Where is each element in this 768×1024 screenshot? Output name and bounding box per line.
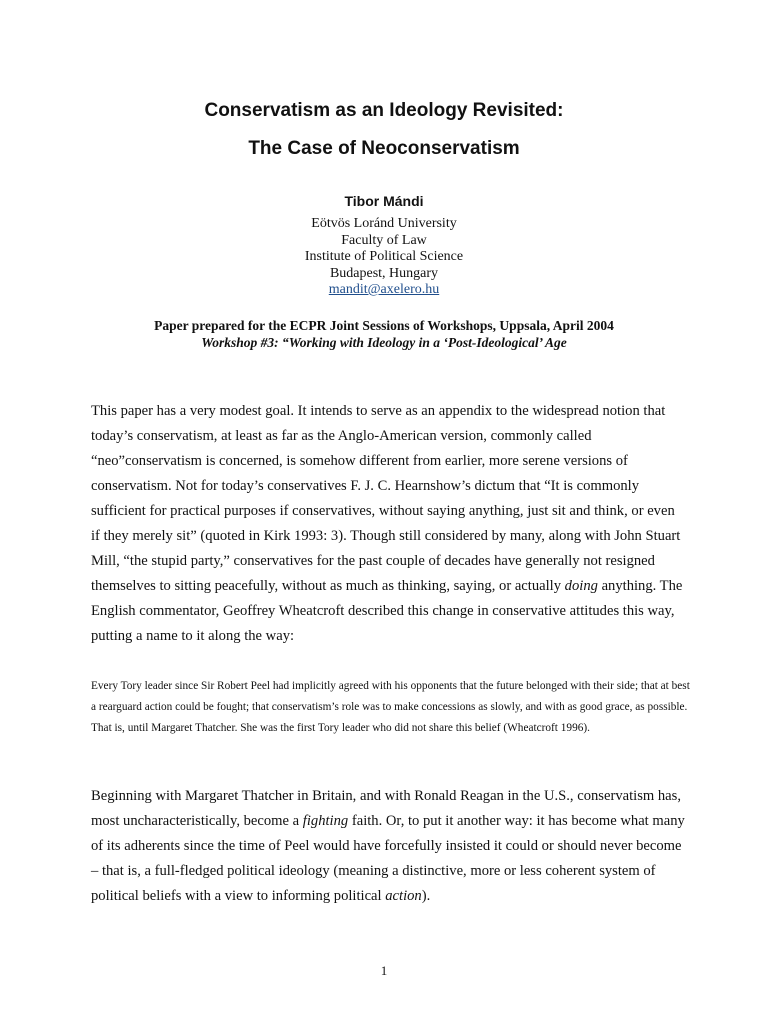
paragraph-2-text-b: faith. Or, to put it another way: it has become what many of its adherents since the time of Peel would have forcefully insisted it could or should never become – that is, a full-fledged political ideology (meaning a distinctive, more or less coherent system of political beliefs with a view to informing political (91, 813, 685, 904)
paragraph-2-text-c: ). (421, 888, 431, 904)
affiliation-institute: Institute of Political Science (304, 249, 464, 264)
block-quote: Every Tory leader since Sir Robert Peel had implicitly agreed with his opponents that the future belonged with their side; that at best a rearguard action could be fought; that conservatism’s role was to make concessions as slowly, and with as good grace, as possible. That is, until Margaret Thatcher. She was the first Tory leader who did not share this belief (Wheatcroft 1996). (91, 680, 690, 734)
affiliation-faculty: Faculty of Law (341, 232, 427, 248)
paragraph-1-text-b: anything. The English commentator, Geoffrey Wheatcroft described this change in conservative attitudes this way, putting a name to it along the way: (91, 578, 683, 644)
body-paragraph-2 (91, 784, 685, 909)
body-paragraph-1 (91, 399, 685, 649)
title-line-2: The Case of Neoconservatism (248, 138, 520, 159)
affiliation-university: Eötvös Loránd University (311, 216, 457, 231)
author-email-link[interactable]: mandit@axelero.hu (328, 282, 440, 297)
affiliation-block (0, 216, 768, 299)
page-number: 1 (380, 963, 388, 978)
prepared-for-line: Paper prepared for the ECPR Joint Sessions of Workshops, Uppsala, April 2004 (154, 318, 614, 333)
emphasis-fighting: fighting (302, 813, 349, 829)
emphasis-doing: doing (564, 578, 598, 594)
affiliation-city: Budapest, Hungary (329, 265, 439, 281)
paragraph-2-text-a: Beginning with Margaret Thatcher in Britain, and with Ronald Reagan in the U.S., conservatism has, most uncharacteristically, become a (91, 788, 681, 829)
workshop-line: Workshop #3: “Working with Ideology in a ‘Post-Ideological’ Age (201, 335, 567, 350)
title-line-1: Conservatism as an Ideology Revisited: (204, 100, 564, 121)
author-name: Tibor Mándi (344, 193, 424, 209)
paragraph-1-text-a: This paper has a very modest goal. It intends to serve as an appendix to the widespread notion that today’s conservatism, at least as far as the Anglo-American version, commonly called “neo”conservatism is concerned, is somehow different from earlier, more serene versions of conservatism. Not for today’s conservatives F. J. C. Hearnshow’s dictum that “It is commonly sufficient for practical purposes if conservatives, without saying anything, just sit and think, or even if they merely sit” (quoted in Kirk 1993: 3). Though still considered by many, along with John Stuart Mill, “the stupid party,” conservatives for the past couple of decades have generally not resigned themselves to sitting peacefully, without as much as thinking, saying, or actually (91, 403, 681, 594)
conference-note (0, 317, 768, 351)
emphasis-action: action (385, 888, 422, 904)
